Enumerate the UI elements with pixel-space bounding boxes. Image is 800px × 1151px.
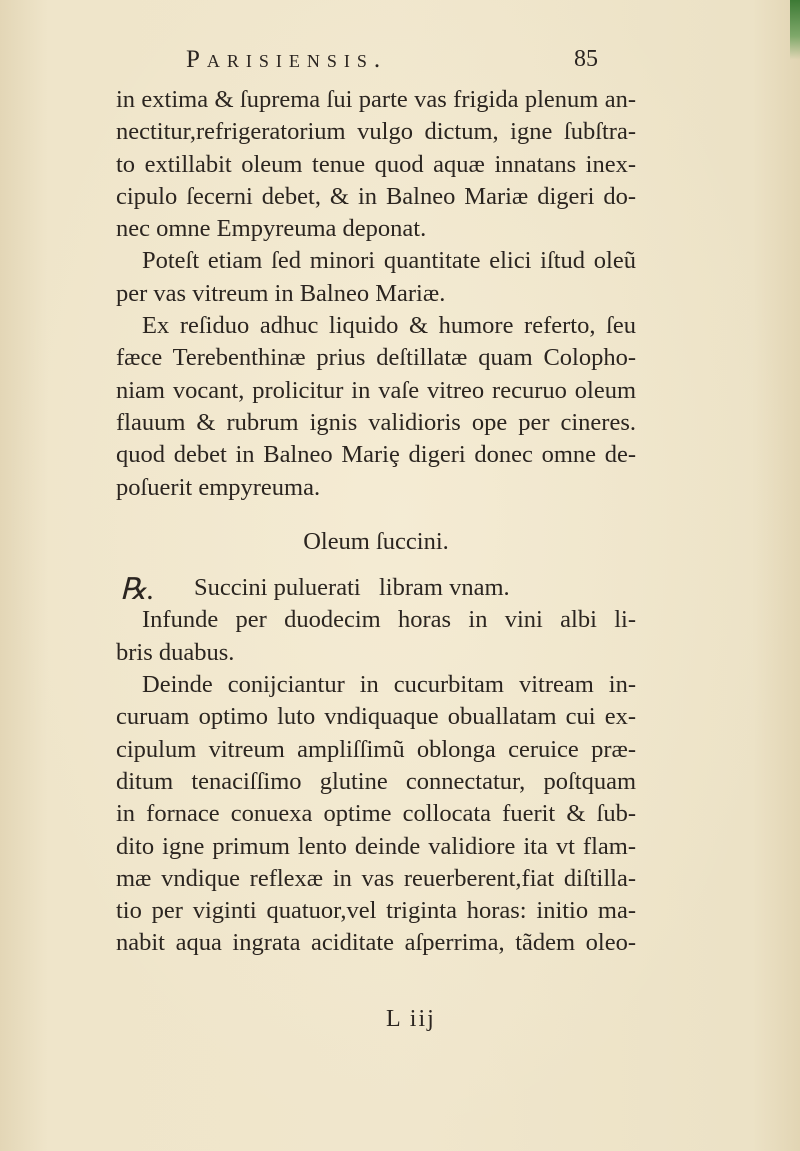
recipe-amount: libram vnam. [379, 574, 510, 602]
corner-stain [790, 0, 800, 60]
text-line: per vas vitreum in Balneo Mariæ. [116, 279, 446, 307]
text-line: Poteſt etiam ſed minori quantitate elici iſtud oleũ [142, 247, 636, 275]
text-line: quod debet in Balneo Mariȩ digeri donec omne de- [116, 441, 636, 469]
text-line: niam vocant, prolicitur in vaſe vitreo recuruo oleum [116, 376, 636, 404]
text-line: flauum & rubrum ignis validioris ope per cineres. [116, 408, 636, 436]
text-line: nabit aqua ingrata aciditate aſperrima, tãdem oleo- [116, 929, 636, 957]
text-line: ditum tenaciſſimo glutine connectatur, poſtquam [116, 767, 636, 795]
text-line: cipulum vitreum ampliſſimũ oblonga ceruice præ- [116, 735, 636, 763]
text-line: poſuerit empyreuma. [116, 473, 321, 501]
section-heading: Oleum ſuccini. [303, 527, 449, 555]
running-title: Parisiensis. [186, 46, 388, 73]
running-head [186, 46, 626, 86]
text-line: bris duabus. [116, 638, 235, 666]
text-line: mæ vndique reflexæ in vas reuerberent,fiat diſtilla- [116, 864, 636, 892]
text-line: in extima & ſuprema ſui parte vas frigida plenum an- [116, 86, 636, 113]
text-line: fæce Terebenthinæ prius deſtillatæ quam Colopho- [116, 344, 636, 372]
page-number: 85 [574, 46, 598, 72]
text-line: Ex reſiduo adhuc liquido & humore referto, ſeu [142, 312, 636, 340]
text-line: Infunde per duodecim horas in vini albi li- [142, 606, 636, 634]
text-line: Deinde conijciantur in cucurbitam vitream in- [142, 671, 636, 699]
body-text [116, 84, 636, 960]
recipe-line [116, 572, 636, 607]
recipe-ingredient: Succini puluerati [194, 574, 361, 602]
text-line: in fornace conuexa optime collocata fuerit & ſub- [116, 800, 636, 828]
text-line: nectitur,refrigeratorium vulgo dictum, igne ſubſtra- [116, 118, 636, 146]
text-line: nec omne Empyreuma deponat. [116, 215, 427, 243]
recipe-symbol: ℞. [120, 573, 155, 607]
signature-mark: L iij [386, 1006, 436, 1032]
text-line: cipulo ſecerni debet, & in Balneo Mariæ digeri do- [116, 182, 636, 210]
text-line: to extillabit oleum tenue quod aquæ innatans inex- [116, 150, 636, 178]
text-line: curuam optimo luto vndiquaque obuallatam cui ex- [116, 703, 636, 731]
text-line: dito igne primum lento deinde validiore ita vt flam- [116, 832, 636, 860]
text-line: tio per viginti quatuor,vel triginta horas: initio ma- [116, 897, 636, 925]
